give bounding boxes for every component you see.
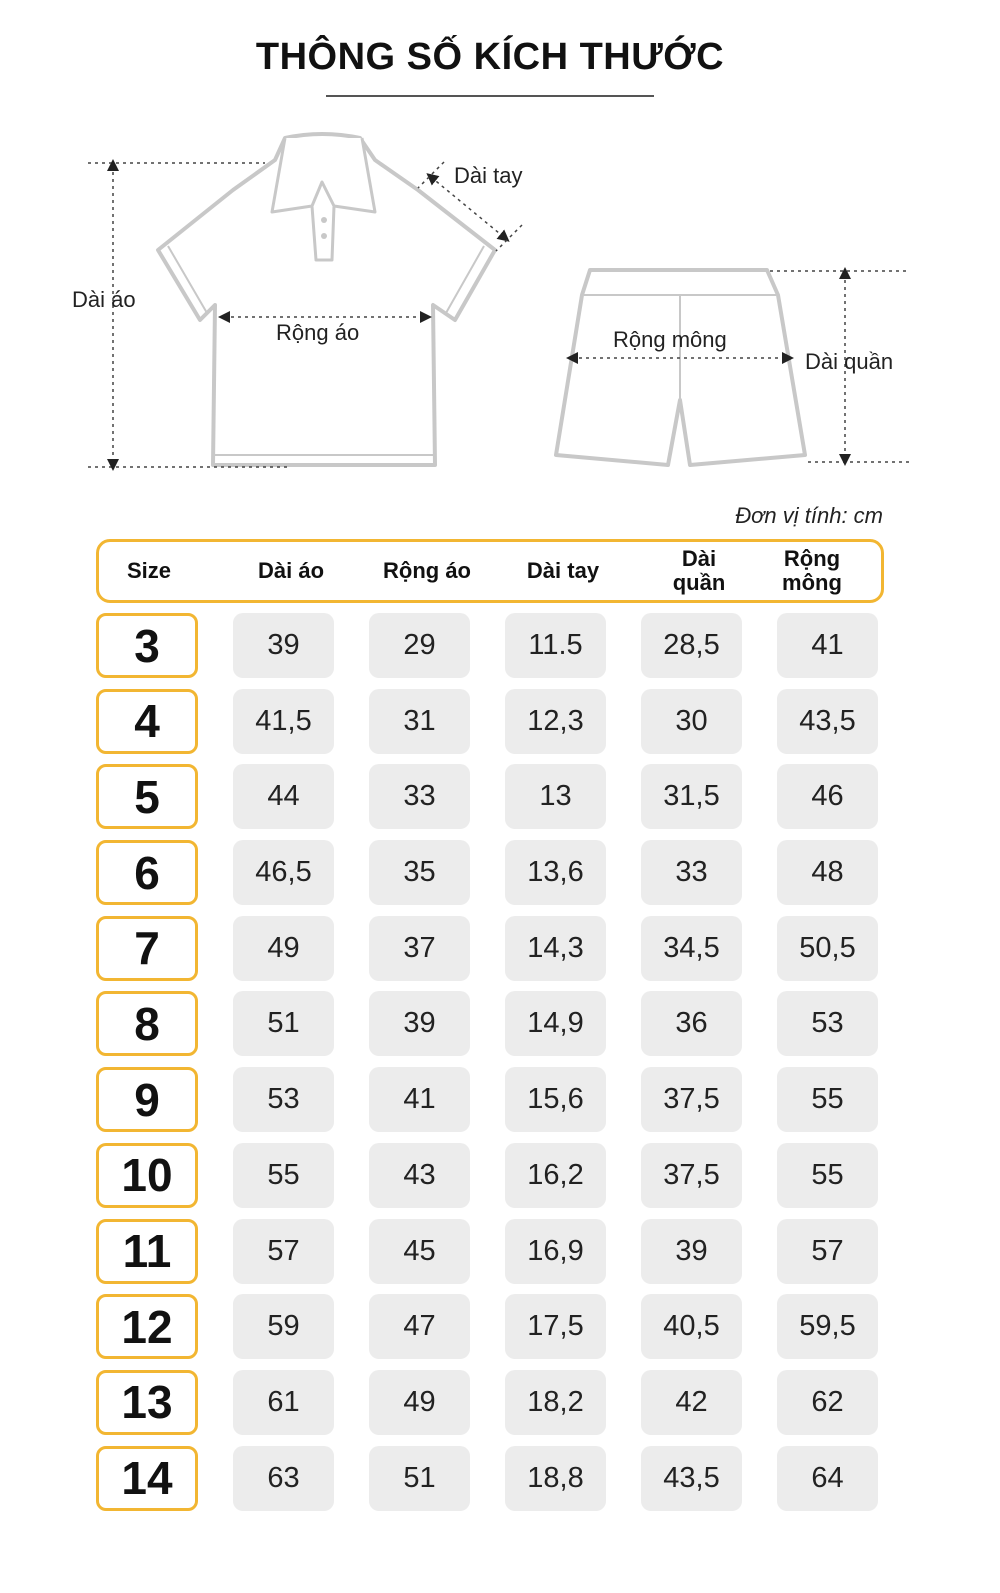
size-label: 6 xyxy=(96,840,198,905)
measurement-cell: 33 xyxy=(641,840,742,905)
size-table xyxy=(96,539,884,1521)
measurement-cell: 30 xyxy=(641,689,742,754)
measurement-cell: 31 xyxy=(369,689,470,754)
sleeve-length-label: Dài tay xyxy=(454,163,523,188)
measurement-cell: 42 xyxy=(641,1370,742,1435)
measurement-cell: 63 xyxy=(233,1446,334,1511)
measurement-cell: 13,6 xyxy=(505,840,606,905)
pants-length-label: Dài quần xyxy=(805,349,894,374)
page-title: THÔNG SỐ KÍCH THƯỚC xyxy=(255,36,725,78)
measurement-cell: 50,5 xyxy=(777,916,878,981)
measurement-cell: 43,5 xyxy=(641,1446,742,1511)
unit-note: Đơn vị tính: cm xyxy=(735,503,883,528)
table-row xyxy=(96,764,884,829)
measurement-cell: 11.5 xyxy=(505,613,606,678)
measurement-cell: 40,5 xyxy=(641,1294,742,1359)
title-divider xyxy=(326,95,654,97)
table-row xyxy=(96,1219,884,1284)
measurement-cell: 59,5 xyxy=(777,1294,878,1359)
measurement-cell: 46 xyxy=(777,764,878,829)
measurement-cell: 31,5 xyxy=(641,764,742,829)
measurement-cell: 47 xyxy=(369,1294,470,1359)
measurement-cell: 62 xyxy=(777,1370,878,1435)
shirt-drawing xyxy=(158,134,495,465)
measurement-cell: 28,5 xyxy=(641,613,742,678)
measurement-cell: 53 xyxy=(233,1067,334,1132)
table-row xyxy=(96,613,884,678)
measurement-cell: 51 xyxy=(233,991,334,1056)
measurement-cell: 15,6 xyxy=(505,1067,606,1132)
table-row xyxy=(96,1446,884,1511)
measurement-cell: 17,5 xyxy=(505,1294,606,1359)
measurement-cell: 34,5 xyxy=(641,916,742,981)
measurement-cell: 55 xyxy=(777,1067,878,1132)
measurement-cell: 57 xyxy=(233,1219,334,1284)
table-header xyxy=(96,539,884,603)
size-label: 12 xyxy=(96,1294,198,1359)
measurement-cell: 48 xyxy=(777,840,878,905)
hip-width-label: Rộng mông xyxy=(613,327,727,352)
size-label: 9 xyxy=(96,1067,198,1132)
table-row xyxy=(96,1143,884,1208)
measurement-cell: 33 xyxy=(369,764,470,829)
measurement-cell: 36 xyxy=(641,991,742,1056)
size-label: 10 xyxy=(96,1143,198,1208)
measurement-cell: 37,5 xyxy=(641,1143,742,1208)
size-label: 3 xyxy=(96,613,198,678)
measurement-cell: 55 xyxy=(233,1143,334,1208)
measurement-cell: 18,2 xyxy=(505,1370,606,1435)
table-row xyxy=(96,991,884,1056)
measurement-cell: 45 xyxy=(369,1219,470,1284)
shirt-length-label: Dài áo xyxy=(72,287,136,312)
measurement-cell: 12,3 xyxy=(505,689,606,754)
size-label: 4 xyxy=(96,689,198,754)
table-row xyxy=(96,1294,884,1359)
measurement-cell: 37,5 xyxy=(641,1067,742,1132)
measurement-cell: 44 xyxy=(233,764,334,829)
measurement-cell: 64 xyxy=(777,1446,878,1511)
measurement-cell: 46,5 xyxy=(233,840,334,905)
measurement-cell: 37 xyxy=(369,916,470,981)
header-shirt-width: Rộng áo xyxy=(383,558,471,583)
measurement-cell: 18,8 xyxy=(505,1446,606,1511)
header-size: Size xyxy=(126,558,172,583)
measurement-cell: 29 xyxy=(369,613,470,678)
table-row xyxy=(96,1370,884,1435)
header-hip-width: Rộng mông xyxy=(782,546,842,595)
table-row xyxy=(96,689,884,754)
measurement-cell: 35 xyxy=(369,840,470,905)
table-row xyxy=(96,840,884,905)
size-label: 7 xyxy=(96,916,198,981)
measurement-cell: 61 xyxy=(233,1370,334,1435)
measurement-cell: 53 xyxy=(777,991,878,1056)
size-label: 13 xyxy=(96,1370,198,1435)
measurement-cell: 43 xyxy=(369,1143,470,1208)
measurement-cell: 55 xyxy=(777,1143,878,1208)
size-label: 5 xyxy=(96,764,198,829)
measurement-cell: 16,9 xyxy=(505,1219,606,1284)
table-row xyxy=(96,916,884,981)
measurement-cell: 39 xyxy=(369,991,470,1056)
shirt-width-label: Rộng áo xyxy=(276,320,360,345)
measurement-cell: 14,9 xyxy=(505,991,606,1056)
measurement-cell: 39 xyxy=(641,1219,742,1284)
measurement-diagram xyxy=(0,120,1000,490)
table-row xyxy=(96,1067,884,1132)
measurement-cell: 16,2 xyxy=(505,1143,606,1208)
measurement-cell: 41,5 xyxy=(233,689,334,754)
measurement-cell: 51 xyxy=(369,1446,470,1511)
measurement-cell: 41 xyxy=(369,1067,470,1132)
measurement-cell: 59 xyxy=(233,1294,334,1359)
measurement-cell: 43,5 xyxy=(777,689,878,754)
size-label: 11 xyxy=(96,1219,198,1284)
measurement-cell: 13 xyxy=(505,764,606,829)
size-label: 14 xyxy=(96,1446,198,1511)
header-sleeve-length: Dài tay xyxy=(526,558,600,583)
table-body xyxy=(96,613,884,1511)
measurement-cell: 49 xyxy=(369,1370,470,1435)
measurement-cell: 39 xyxy=(233,613,334,678)
measurement-cell: 14,3 xyxy=(505,916,606,981)
shorts-drawing xyxy=(556,270,805,465)
size-label: 8 xyxy=(96,991,198,1056)
measurement-cell: 49 xyxy=(233,916,334,981)
header-pants-length: Dài quần xyxy=(672,546,726,595)
header-shirt-length: Dài áo xyxy=(257,558,325,583)
measurement-cell: 57 xyxy=(777,1219,878,1284)
measurement-cell: 41 xyxy=(777,613,878,678)
